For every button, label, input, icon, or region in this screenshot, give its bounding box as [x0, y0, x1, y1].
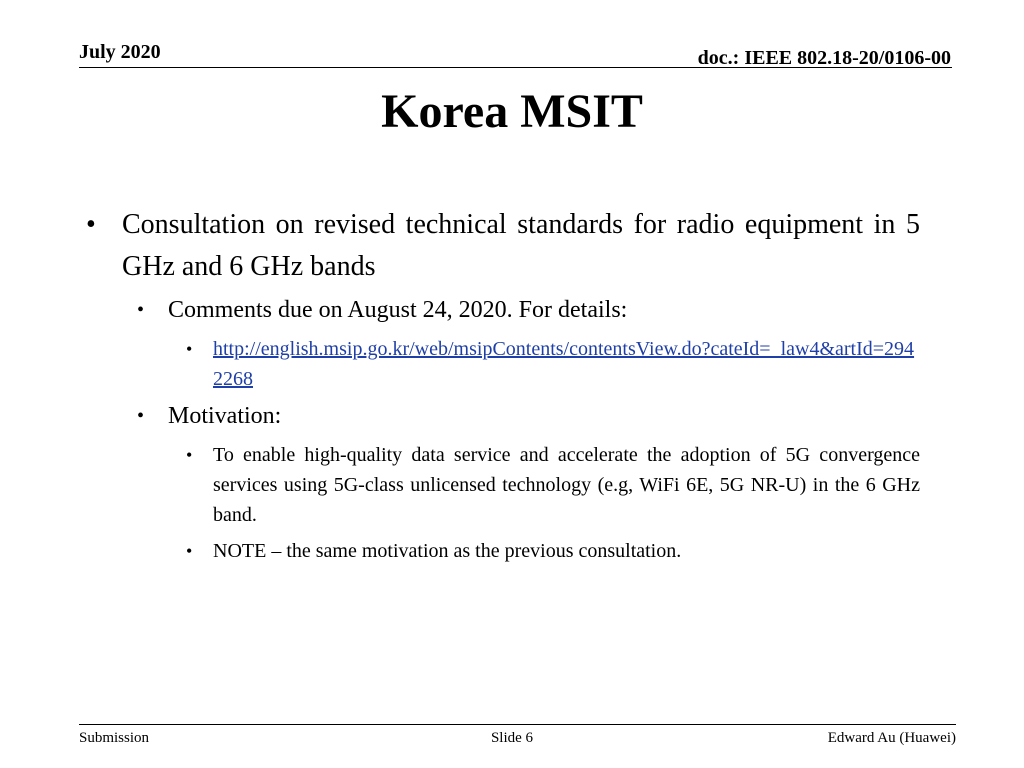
- bullet-consultation: [80, 204, 920, 288]
- footer-slide-number: Slide 6: [490, 730, 534, 746]
- header-date: July 2020: [79, 41, 161, 63]
- slide-title: Korea MSIT: [381, 85, 643, 138]
- slide-body: [80, 204, 920, 566]
- bullet-text: Comments due on August 24, 2020. For details:: [168, 297, 628, 323]
- bullet-icon: •: [137, 299, 145, 321]
- bullet-icon: •: [86, 209, 96, 240]
- header-divider: [79, 67, 952, 68]
- footer-divider: [79, 724, 956, 725]
- bullet-motivation-detail: [80, 440, 920, 530]
- bullet-icon: •: [137, 405, 145, 427]
- bullet-icon: •: [186, 339, 193, 359]
- footer-author: Edward Au (Huawei): [827, 730, 956, 746]
- bullet-text: Consultation on revised technical standards for radio equipment in 5 GHz and 6 GHz bands: [122, 209, 920, 282]
- details-link[interactable]: http://english.msip.go.kr/web/msipContents/contentsView.do?cateId=_law4&artId=2942268: [213, 338, 915, 390]
- header-doc-id: doc.: IEEE 802.18-20/0106-00: [697, 47, 951, 69]
- bullet-comments-due: [80, 292, 920, 328]
- footer-submission: Submission: [79, 730, 150, 746]
- bullet-text: [213, 334, 920, 394]
- bullet-details-link: [80, 334, 920, 394]
- bullet-text: Motivation:: [168, 403, 282, 429]
- bullet-motivation: [80, 398, 920, 434]
- bullet-text: NOTE – the same motivation as the previous consultation.: [213, 540, 682, 562]
- bullet-note: [80, 536, 920, 566]
- bullet-icon: •: [186, 541, 193, 561]
- bullet-text: To enable high-quality data service and accelerate the adoption of 5G convergence services using 5G-class unlicensed technology (e.g, WiFi 6E, 5G NR-U) in the 6 GHz band.: [213, 444, 920, 526]
- bullet-icon: •: [186, 445, 193, 465]
